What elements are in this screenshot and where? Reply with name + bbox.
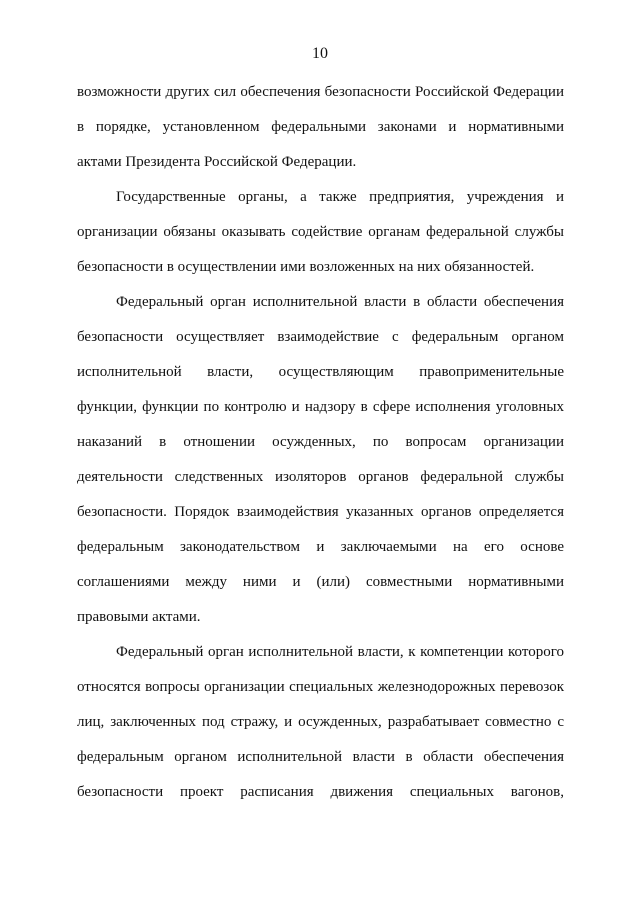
text-line: безопасности в осуществлении ими возложенных на них обязанностей.	[77, 259, 535, 275]
text-line: относятся вопросы организации специальных железнодорожных перевозок	[77, 679, 564, 695]
text-line: Федеральный орган исполнительной власти в области обеспечения	[116, 294, 564, 310]
text-line: актами Президента Российской Федерации.	[77, 154, 357, 170]
text-line: федеральным законодательством и заключаемыми на его основе	[77, 539, 564, 555]
text-line: исполнительной власти, осуществляющим правоприменительные	[77, 364, 564, 380]
text-line: в порядке, установленном федеральными законами и нормативными	[77, 119, 564, 135]
text-line: безопасности осуществляет взаимодействие с федеральным органом	[77, 329, 564, 345]
text-line: Федеральный орган исполнительной власти, к компетенции которого	[116, 644, 564, 660]
text-line: организации обязаны оказывать содействие органам федеральной службы	[77, 224, 564, 240]
text-line: безопасности проект расписания движения специальных вагонов,	[77, 784, 564, 800]
text-line: безопасности. Порядок взаимодействия указанных органов определяется	[77, 504, 564, 520]
text-line: наказаний в отношении осужденных, по вопросам организации	[77, 434, 564, 450]
text-line: федеральным органом исполнительной власти в области обеспечения	[77, 749, 564, 765]
text-line: деятельности следственных изоляторов органов федеральной службы	[77, 469, 564, 485]
text-line: функции, функции по контролю и надзору в сфере исполнения уголовных	[77, 399, 564, 415]
page-number: 10	[312, 45, 328, 62]
text-line: Государственные органы, а также предприятия, учреждения и	[116, 189, 564, 205]
text-line: соглашениями между ними и (или) совместными нормативными	[77, 574, 564, 590]
text-line: возможности других сил обеспечения безопасности Российской Федерации	[77, 84, 564, 100]
text-line: правовыми актами.	[77, 609, 201, 625]
text-line: лиц, заключенных под стражу, и осужденных, разрабатывает совместно с	[77, 714, 564, 730]
